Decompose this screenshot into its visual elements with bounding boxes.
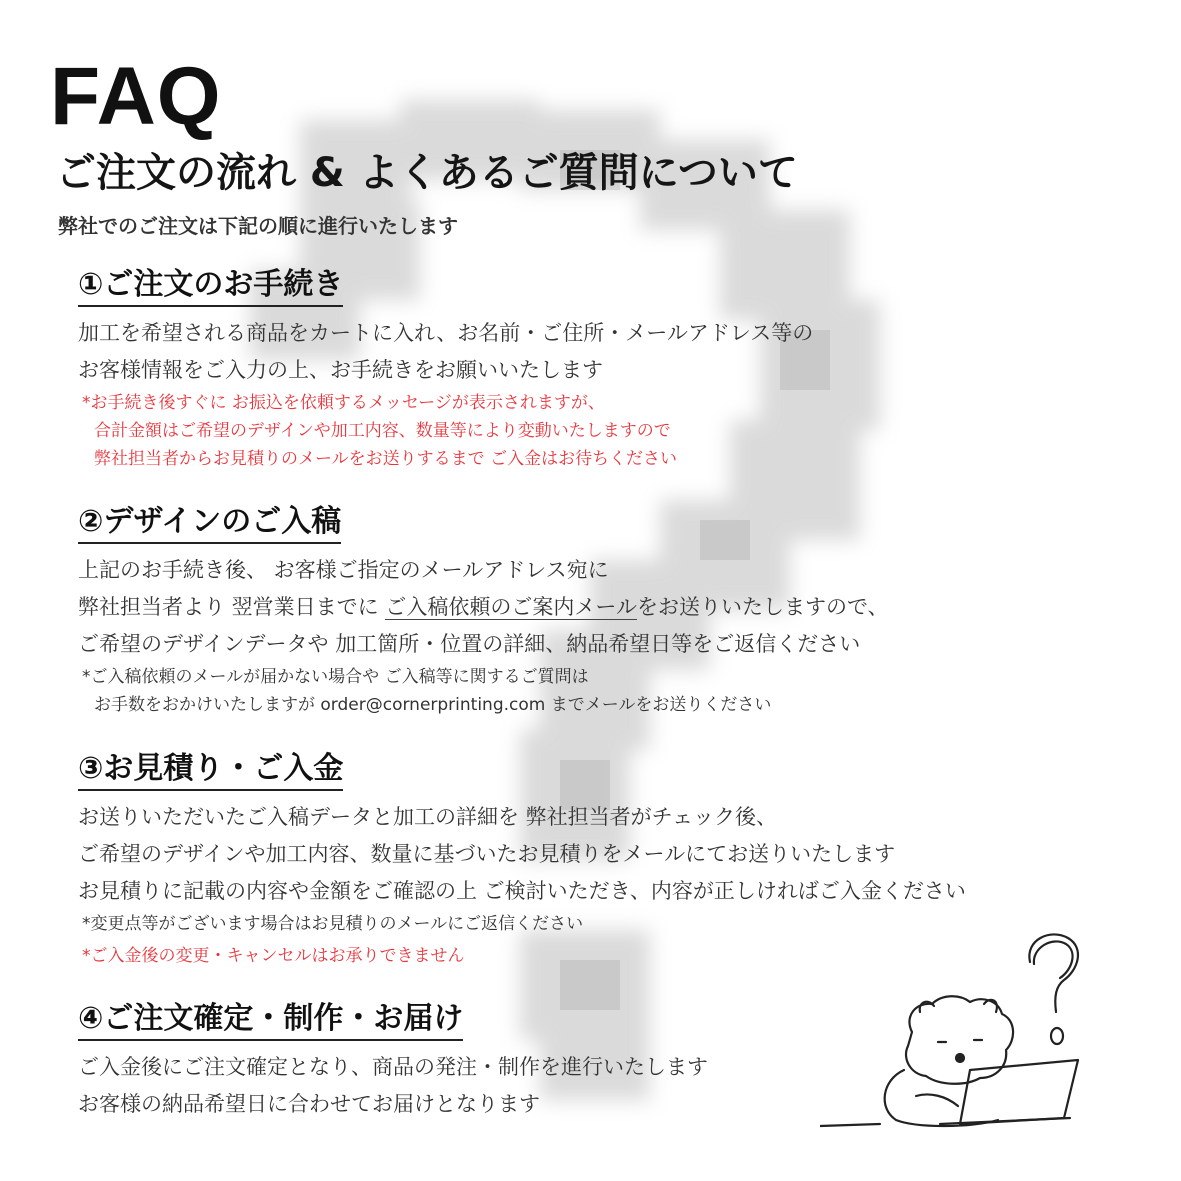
section-title: ①ご注文のお手続き	[78, 266, 343, 307]
intro-text: 弊社でのご注文は下記の順に進行いたします	[58, 214, 458, 238]
body-line: お送りいただいたご入稿データと加工の詳細を 弊社担当者がチェック後、	[78, 805, 778, 829]
warning-note: 弊社担当者からお見積りのメールをお送りするまで ご入金はお待ちください	[94, 449, 678, 469]
body-line: お客様情報をご入力の上、お手続きをお願いいたします	[78, 358, 603, 382]
submission-guide-email-text: ご入稿依頼のご案内メール	[385, 595, 637, 619]
body-line: ご入金後にご注文確定となり、商品の発注・制作を進行いたします	[78, 1055, 708, 1079]
body-line: ご希望のデザインや加工内容、数量に基づいたお見積りをメールにてお送りいたします	[78, 842, 896, 866]
info-note: *ご入稿依頼のメールが届かない場合や ご入稿等に関するご質問は	[82, 667, 589, 687]
section-confirm-delivery	[78, 1000, 708, 1123]
body-line: お見積りに記載の内容や金額をご確認の上 ご検討いただき、内容が正しければご入金ください	[78, 879, 966, 903]
section-title: ②デザインのご入稿	[78, 503, 341, 544]
info-note: *変更点等がございます場合はお見積りのメールにご返信ください	[82, 914, 584, 934]
info-note-email: お手数をおかけいたしますが order@cornerprinting.com までメールをお送りください	[94, 695, 772, 715]
body-line: お客様の納品希望日に合わせてお届けとなります	[78, 1092, 540, 1116]
section-title: ③お見積り・ご入金	[78, 750, 343, 791]
warning-note: *お手続き後すぐに お振込を依頼するメッセージが表示されますが、	[82, 393, 605, 413]
faq-title: FAQ	[50, 51, 222, 142]
line-prefix: 弊社担当者より 翌営業日までに	[78, 595, 386, 619]
confused-character-icon	[820, 920, 1181, 1140]
body-line: 上記のお手続き後、 お客様ご指定のメールアドレス宛に	[78, 558, 609, 582]
page-title: ご注文の流れ & よくあるご質問について	[56, 150, 798, 196]
section-design-submission	[78, 503, 889, 719]
question-mark-icon	[1029, 934, 1078, 1012]
section-title: ④ご注文確定・制作・お届け	[78, 1000, 463, 1041]
body-line: 加工を希望される商品をカートに入れ、お名前・ご住所・メールアドレス等の	[78, 321, 814, 345]
body-line-with-highlight	[78, 589, 889, 626]
warning-note: 合計金額はご希望のデザインや加工内容、数量等により変動いたしますので	[94, 421, 671, 441]
warning-note: *ご入金後の変更・キャンセルはお承りできません	[82, 946, 465, 966]
section-order-procedure	[78, 266, 813, 473]
line-suffix: をお送りいたしますので、	[636, 595, 889, 619]
body-line: ご希望のデザインデータや 加工箇所・位置の詳細、納品希望日等をご返信ください	[78, 632, 861, 656]
